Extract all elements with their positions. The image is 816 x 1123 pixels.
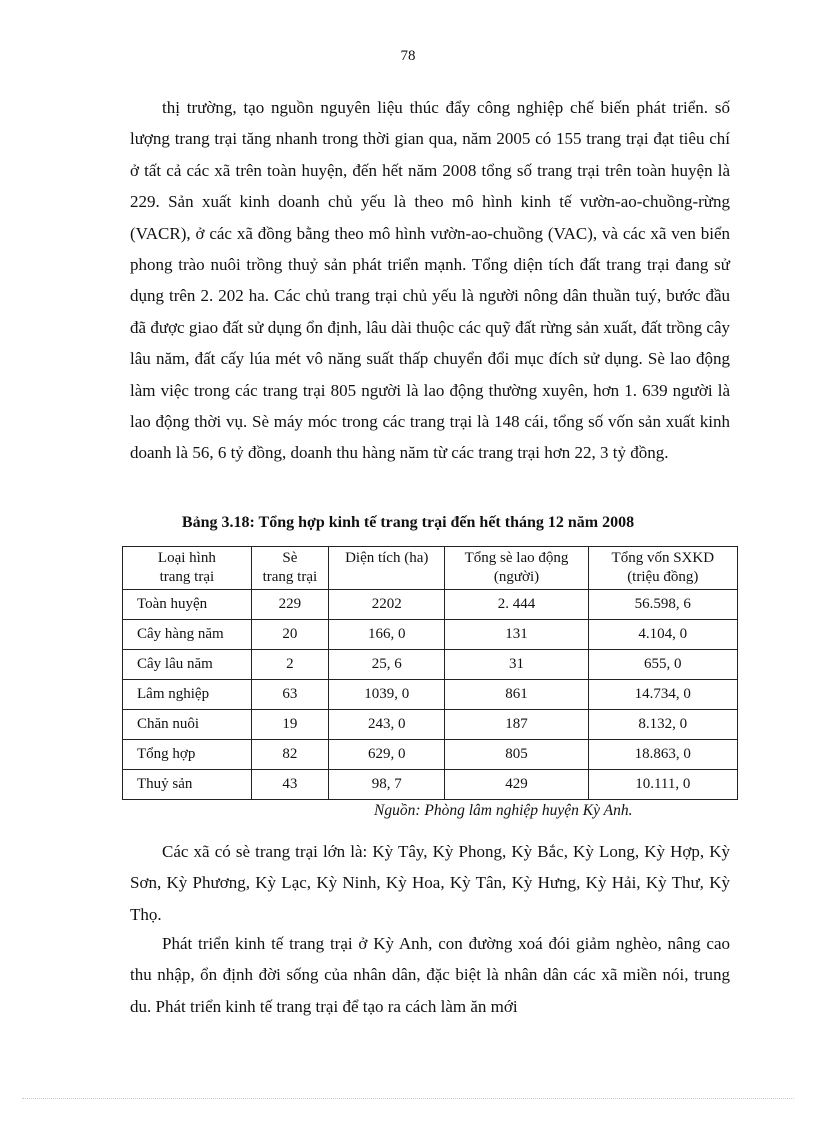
- table-row: [123, 620, 738, 650]
- cell-capital: 655, 0: [588, 650, 737, 680]
- cell-farm-type: Thuỷ sản: [123, 770, 252, 800]
- cell-farm-type: Cây lâu năm: [123, 650, 252, 680]
- cell-labor: 429: [445, 770, 588, 800]
- cell-farm-count: 43: [251, 770, 328, 800]
- table-row: [123, 710, 738, 740]
- table-header-row: [123, 547, 738, 590]
- cell-area: 25, 6: [329, 650, 445, 680]
- cell-capital: 4.104, 0: [588, 620, 737, 650]
- table-row: [123, 650, 738, 680]
- cell-capital: 10.111, 0: [588, 770, 737, 800]
- paragraph-farm-overview: thị trường, tạo nguồn nguyên liệu thúc đẩy công nghiệp chế biến phát triển. số lượng trang trại tăng nhanh trong thời gian qua, năm 2005 có 155 trang trại đạt tiêu chí ở tất cả các xã trên toàn huyện, đến hết năm 2008 tổng số trang trại trên toàn huyện là 229. Sản xuất kinh doanh chủ yếu là theo mô hình kinh tế vườn-ao-chuồng-rừng (VACR), ở các xã đồng bằng theo mô hình vườn-ao-chuồng (VAC), và các xã ven biển phong trào nuôi trồng thuỷ sản phát triển mạnh. Tổng diện tích đất trang trại đang sử dụng trên 2. 202 ha. Các chủ trang trại chủ yếu là người nông dân thuần tuý, bước đầu đã được giao đất sử dụng ổn định, lâu dài thuộc các quỹ đất rừng sản xuất, đất trồng cây lâu năm, đất cấy lúa mét vô năng suất thấp chuyển đổi mục đích sử dụng. Sè lao động làm việc trong các trang trại 805 người là lao động thường xuyên, hơn 1. 639 người là lao động thời vụ. Sè máy móc trong các trang trại là 148 cái, tổng số vốn sản xuất kinh doanh là 56, 6 tỷ đồng, doanh thu hàng năm từ các trang trại hơn 22, 3 tỷ đồng.: [130, 98, 730, 463]
- cell-farm-type: Lâm nghiệp: [123, 680, 252, 710]
- table-row: [123, 590, 738, 620]
- paragraph-development-goals: Phát triển kinh tế trang trại ở Kỳ Anh, con đường xoá đói giảm nghèo, nâng cao thu nhập, ổn định đời sống của nhân dân, đặc biệt là nhân dân các xã miền nói, trung du. Phát triển kinh tế trang trại để tạo ra cách làm ăn mới: [130, 934, 730, 1016]
- cell-area: 2202: [329, 590, 445, 620]
- cell-farm-type: Chăn nuôi: [123, 710, 252, 740]
- cell-farm-count: 229: [251, 590, 328, 620]
- cell-labor: 31: [445, 650, 588, 680]
- cell-area: 98, 7: [329, 770, 445, 800]
- cell-area: 629, 0: [329, 740, 445, 770]
- cell-area: 166, 0: [329, 620, 445, 650]
- cell-farm-type: Toàn huyện: [123, 590, 252, 620]
- cell-capital: 8.132, 0: [588, 710, 737, 740]
- page-number: 78: [400, 48, 416, 64]
- cell-labor: 131: [445, 620, 588, 650]
- paragraph-large-farm-communes: Các xã có sè trang trại lớn là: Kỳ Tây, Kỳ Phong, Kỳ Bắc, Kỳ Long, Kỳ Hợp, Kỳ Sơn, Kỳ Phương, Kỳ Lạc, Kỳ Ninh, Kỳ Hoa, Kỳ Tân, Kỳ Hưng, Kỳ Hải, Kỳ Thư, Kỳ Thọ.: [130, 842, 730, 924]
- cell-farm-count: 63: [251, 680, 328, 710]
- table-source-note: Nguồn: Phòng lâm nghiệp huyện Kỳ Anh.: [374, 802, 633, 819]
- cell-farm-count: 82: [251, 740, 328, 770]
- cell-labor: 805: [445, 740, 588, 770]
- cell-labor: 861: [445, 680, 588, 710]
- page-bottom-divider: [22, 1098, 794, 1099]
- cell-area: 243, 0: [329, 710, 445, 740]
- header-farm-type: Loại hình trang trại: [123, 547, 252, 590]
- cell-capital: 14.734, 0: [588, 680, 737, 710]
- cell-farm-type: Tổng hợp: [123, 740, 252, 770]
- cell-labor: 187: [445, 710, 588, 740]
- cell-capital: 18.863, 0: [588, 740, 737, 770]
- farm-economy-table: [122, 546, 738, 800]
- header-farm-count: Sè trang trại: [251, 547, 328, 590]
- header-labor: Tổng sè lao động (người): [445, 547, 588, 590]
- cell-area: 1039, 0: [329, 680, 445, 710]
- cell-capital: 56.598, 6: [588, 590, 737, 620]
- cell-labor: 2. 444: [445, 590, 588, 620]
- header-area: Diện tích (ha): [329, 547, 445, 590]
- cell-farm-count: 2: [251, 650, 328, 680]
- cell-farm-count: 20: [251, 620, 328, 650]
- cell-farm-type: Cây hàng năm: [123, 620, 252, 650]
- cell-farm-count: 19: [251, 710, 328, 740]
- header-capital: Tổng vốn SXKD (triệu đồng): [588, 547, 737, 590]
- table-row: [123, 770, 738, 800]
- table-caption: Bảng 3.18: Tổng hợp kinh tế trang trại đến hết tháng 12 năm 2008: [181, 514, 635, 531]
- table-row: [123, 740, 738, 770]
- table-row: [123, 680, 738, 710]
